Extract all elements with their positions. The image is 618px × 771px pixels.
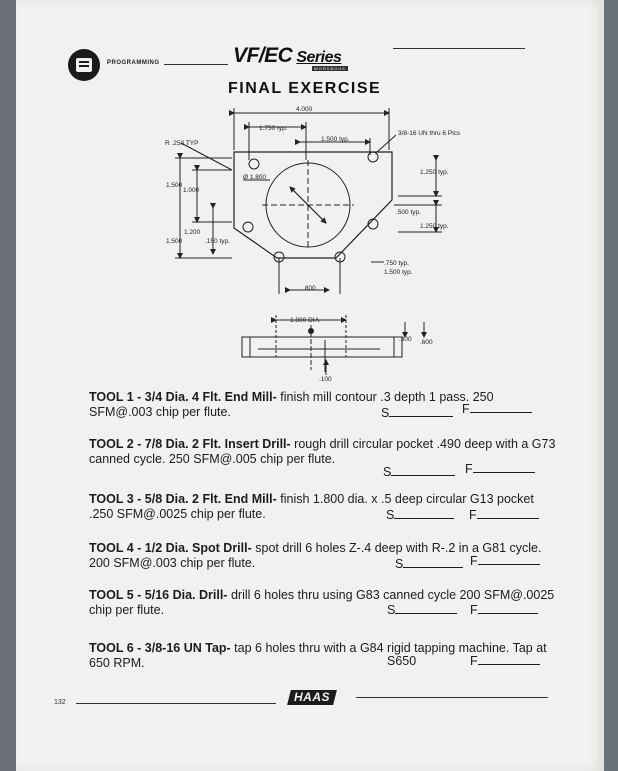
- series-main: VF/EC: [233, 44, 293, 67]
- page-number: 132: [54, 699, 66, 706]
- dim-800: .800: [303, 285, 316, 292]
- tool-2-name: TOOL 2 - 7/8 Dia. 2 Flt. Insert Drill-: [89, 437, 291, 451]
- tool-6-desc: tap 6 holes thru with a G84 rigid tapping machine. Tap at 650 RPM.: [89, 641, 547, 670]
- tool-4-desc: spot drill 6 holes Z-.4 deep with R-.2 in a G81 cycle. 200 SFM@.003 chip per flute.: [89, 541, 542, 570]
- dim-r250: R .250 TYP: [165, 140, 199, 147]
- hole-3: [243, 222, 253, 232]
- tool-5-feed: F: [470, 603, 538, 617]
- tool-2-desc: rough drill circular pocket .490 deep with a G73 canned cycle. 250 SFM@.005 chip per flute.: [89, 437, 556, 466]
- tool-3-name: TOOL 3 - 5/8 Dia. 2 Flt. End Mill-: [89, 492, 277, 506]
- dim-1500-left: 1.500: [166, 182, 183, 189]
- dim-500: .500 typ.: [396, 209, 421, 216]
- dim-300: .300: [399, 336, 412, 343]
- dim-100: .100: [319, 376, 332, 383]
- footer-rule-left: [76, 703, 276, 704]
- tool-6-name: TOOL 6 - 3/8-16 UN Tap-: [89, 641, 231, 655]
- dim-dia1800: Ø 1.800: [243, 174, 267, 181]
- tool-4-name: TOOL 4 - 1/2 Dia. Spot Drill-: [89, 541, 252, 555]
- hole-1: [249, 159, 259, 169]
- haas-logo: HAAS: [287, 690, 337, 705]
- dim-1500-top: 1.500 typ.: [321, 136, 350, 143]
- tool-2-feed: F: [465, 462, 535, 476]
- tool-1-name: TOOL 1 - 3/4 Dia. 4 Flt. End Mill-: [89, 390, 277, 404]
- footer-rule-right: [356, 697, 548, 698]
- dim-1500-left2: 1.500: [166, 238, 183, 245]
- tool-5-desc: drill 6 holes thru using G83 canned cycle 200 SFM@.0025 chip per flute.: [89, 588, 555, 617]
- dim-150: .150 typ.: [205, 238, 230, 245]
- workbook-label: WORKBOOK: [314, 66, 347, 71]
- tool-4-feed: F: [470, 554, 540, 568]
- programming-label: PROGRAMMING: [107, 60, 160, 66]
- tool-1-desc: finish mill contour .3 depth 1 pass. 250 SFM@.003 chip per flute.: [89, 390, 494, 419]
- dim-1200: 1.200: [184, 229, 201, 236]
- dim-1750: 1.750 typ.: [259, 125, 288, 132]
- dim-1250-right2: 1.250 typ.: [420, 223, 449, 230]
- tool-6-feed: F: [470, 654, 540, 668]
- dim-4000: 4.000: [296, 106, 313, 113]
- dim-750: .750 typ.: [384, 260, 409, 267]
- tool-6-speed: S650: [387, 654, 417, 668]
- dim-1500-bottom: 1.500 typ.: [384, 269, 413, 276]
- tool-5-speed: S: [387, 603, 457, 617]
- series-script: Series: [296, 49, 342, 66]
- page-title: FINAL EXERCISE: [228, 80, 382, 97]
- dim-1000: 1.000: [183, 187, 200, 194]
- dim-1800dia: 1.800 DIA.: [290, 317, 321, 324]
- tool-2-speed: S: [383, 465, 455, 479]
- dim-thread: 3/8-16 UN thru 6 Plcs: [398, 130, 461, 137]
- tool-3-desc: finish 1.800 dia. x .5 deep circular G13 pocket .250 SFM@.0025 chip per flute.: [89, 492, 534, 521]
- tool-1-feed: F: [462, 402, 532, 416]
- tool-3-speed: S: [386, 508, 454, 522]
- tool-3-feed: F: [469, 508, 539, 522]
- tool-1-speed: S: [381, 406, 453, 420]
- tool-4-speed: S: [395, 557, 463, 571]
- dim-1250-right: 1.250 typ.: [420, 169, 449, 176]
- tool-5-name: TOOL 5 - 5/16 Dia. Drill-: [89, 588, 228, 602]
- dim-600: .600: [420, 339, 433, 346]
